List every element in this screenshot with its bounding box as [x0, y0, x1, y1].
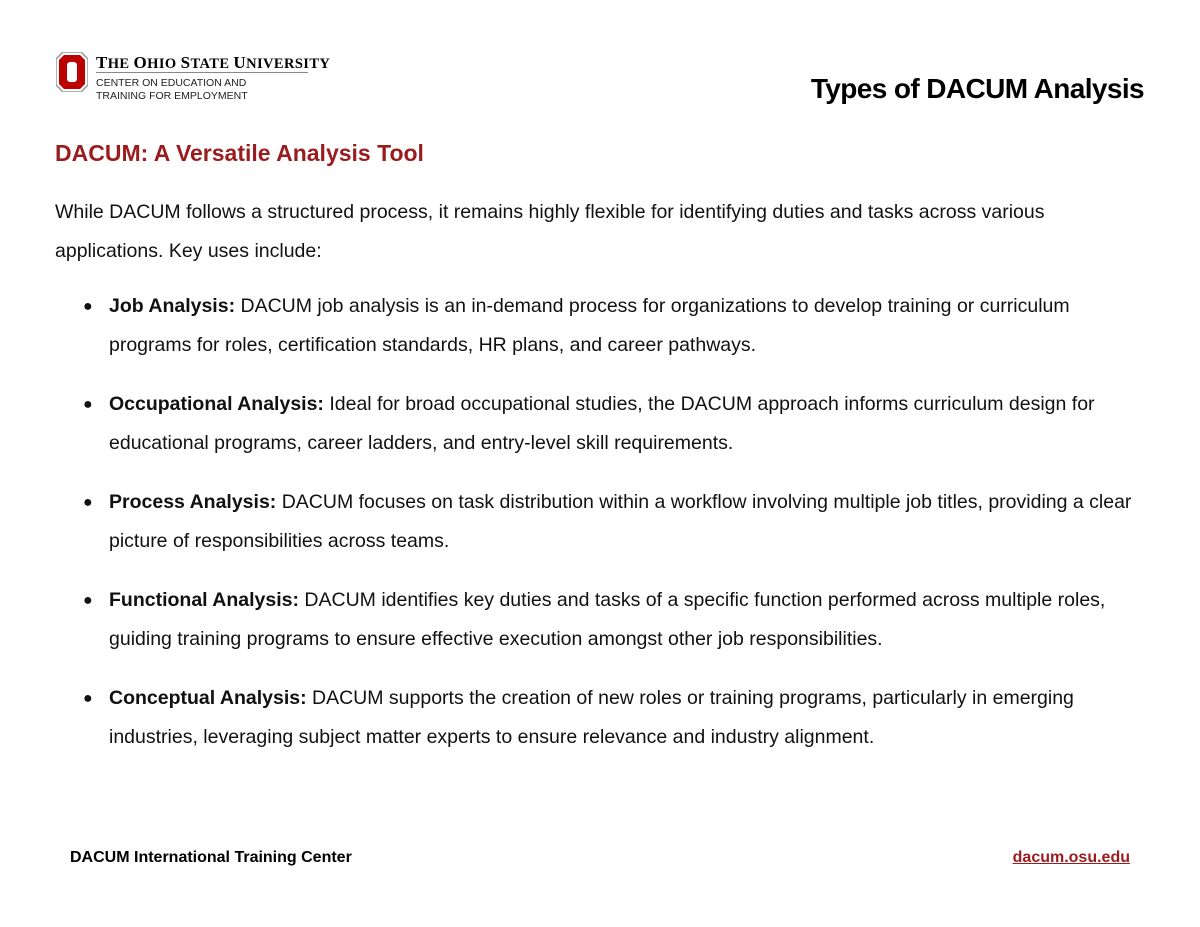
use-term: Functional Analysis: — [109, 589, 299, 611]
footer-website-link[interactable]: dacum.osu.edu — [1012, 849, 1130, 866]
bullet-icon: ● — [83, 690, 93, 707]
use-description: Ideal for broad occupational studies, the DACUM approach informs curriculum design for educational programs, career ladders, and entry-level skill requirements. — [109, 393, 1095, 454]
osu-logo — [56, 50, 331, 102]
use-term: Conceptual Analysis: — [109, 687, 307, 709]
use-description: DACUM supports the creation of new roles or training programs, particularly in emerging industries, leveraging subject matter experts to ensure relevance and industry alignment. — [109, 687, 1074, 748]
use-item-process-analysis — [55, 483, 1155, 561]
uses-list — [55, 287, 1155, 777]
use-item-functional-analysis — [55, 581, 1155, 659]
footer-center-name: DACUM International Training Center — [70, 849, 352, 866]
use-description: DACUM identifies key duties and tasks of a specific function performed across multiple roles, guiding training programs to ensure effective execution amongst other job responsibilities. — [109, 589, 1106, 650]
center-name — [96, 77, 248, 102]
use-description: DACUM job analysis is an in-demand process for organizations to develop training or curriculum programs for roles, certification standards, HR plans, and career pathways. — [109, 295, 1070, 356]
use-term: Occupational Analysis: — [109, 393, 324, 415]
page-title: Types of DACUM Analysis — [810, 73, 1144, 104]
use-item-occupational-analysis — [55, 385, 1155, 463]
center-name-line-2: TRAINING FOR EMPLOYMENT — [96, 89, 248, 102]
intro-paragraph: While DACUM follows a structured process, it remains highly flexible for identifying duties and tasks across various applications. Key uses include: — [55, 201, 1045, 262]
use-item-job-analysis — [55, 287, 1155, 365]
university-name: THE OHIO STATE UNIVERSITY — [96, 53, 331, 72]
use-term: Job Analysis: — [109, 295, 236, 317]
use-term: Process Analysis: — [109, 491, 277, 513]
bullet-icon: ● — [83, 592, 93, 609]
section-heading: DACUM: A Versatile Analysis Tool — [55, 140, 424, 166]
use-item-conceptual-analysis — [55, 679, 1155, 757]
bullet-icon: ● — [83, 298, 93, 315]
block-o-logo-icon — [56, 52, 88, 92]
bullet-icon: ● — [83, 494, 93, 511]
bullet-icon: ● — [83, 396, 93, 413]
logo-divider — [96, 72, 308, 73]
use-description: DACUM focuses on task distribution within a workflow involving multiple job titles, providing a clear picture of responsibilities across teams. — [109, 491, 1132, 552]
center-name-line-1: CENTER ON EDUCATION AND — [96, 77, 247, 89]
